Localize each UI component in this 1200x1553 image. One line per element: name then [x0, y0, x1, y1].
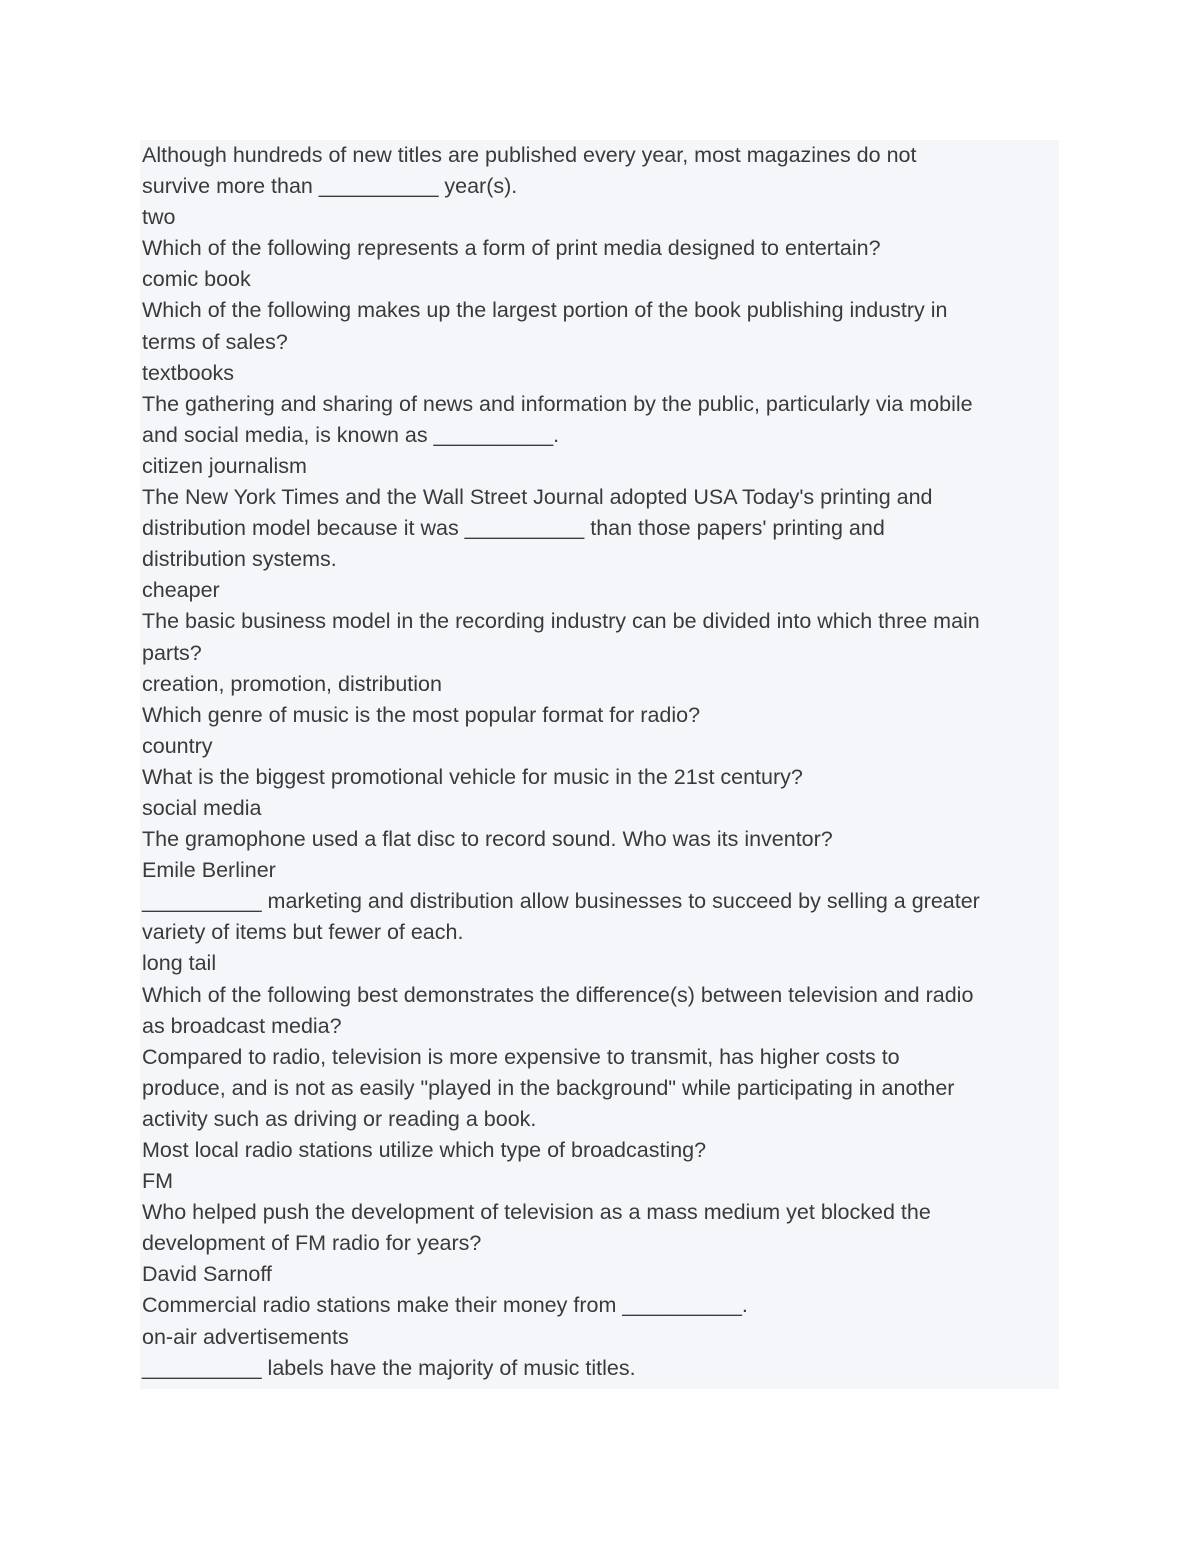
question-text: __________ marketing and distribution allow businesses to succeed by selling a greater — [142, 889, 980, 914]
answer-text: produce, and is not as easily "played in the background" while participating in another — [142, 1075, 955, 1100]
question-text: Commercial radio stations make their money from __________. — [142, 1293, 748, 1318]
question-text: The New York Times and the Wall Street Journal adopted USA Today's printing and — [142, 485, 933, 510]
question-text: Although hundreds of new titles are published every year, most magazines do not — [142, 143, 917, 167]
question-text: survive more than __________ year(s). — [142, 174, 518, 199]
question-text: parts? — [142, 640, 202, 665]
answer-text: cheaper — [142, 578, 220, 603]
answer-text: country — [142, 733, 213, 758]
question-text: development of FM radio for years? — [142, 1231, 482, 1256]
question-text: distribution systems. — [142, 547, 337, 572]
question-text: as broadcast media? — [142, 1013, 342, 1038]
question-text: Which genre of music is the most popular format for radio? — [142, 702, 701, 727]
study-text-block — [140, 140, 1059, 1389]
answer-text: comic book — [142, 267, 251, 292]
question-text: Most local radio stations utilize which type of broadcasting? — [142, 1138, 707, 1162]
answer-text: on-air advertisements — [142, 1324, 349, 1349]
answer-text: citizen journalism — [142, 453, 307, 478]
answer-text: activity such as driving or reading a book. — [142, 1106, 537, 1131]
question-text: Which of the following best demonstrates the difference(s) between television and radio — [142, 982, 974, 1007]
question-text: Which of the following makes up the largest portion of the book publishing industry in — [142, 298, 948, 323]
question-text: The gathering and sharing of news and information by the public, particularly via mobile — [142, 391, 973, 416]
answer-text: Compared to radio, television is more expensive to transmit, has higher costs to — [142, 1044, 900, 1069]
question-text: and social media, is known as __________. — [142, 422, 560, 447]
question-text: The gramophone used a flat disc to record sound. Who was its inventor? — [142, 827, 833, 852]
answer-text: David Sarnoff — [142, 1262, 272, 1287]
answer-text: creation, promotion, distribution — [142, 671, 442, 696]
answer-text: Emile Berliner — [142, 858, 276, 883]
question-text: variety of items but fewer of each. — [142, 920, 464, 945]
question-text: The basic business model in the recording industry can be divided into which three main — [142, 609, 980, 634]
answer-text: long tail — [142, 951, 217, 976]
question-text: distribution model because it was __________ than those papers' printing and — [142, 516, 885, 541]
question-text: Which of the following represents a form of print media designed to entertain? — [142, 236, 881, 261]
answer-text: two — [142, 205, 176, 230]
answer-text: FM — [142, 1169, 174, 1194]
answer-text: textbooks — [142, 360, 235, 385]
question-text: __________ labels have the majority of music titles. — [142, 1355, 636, 1380]
answer-text: social media — [142, 795, 262, 820]
question-text: Who helped push the development of television as a mass medium yet blocked the — [142, 1200, 931, 1225]
question-text: terms of sales? — [142, 329, 288, 354]
question-text: What is the biggest promotional vehicle for music in the 21st century? — [142, 764, 803, 789]
